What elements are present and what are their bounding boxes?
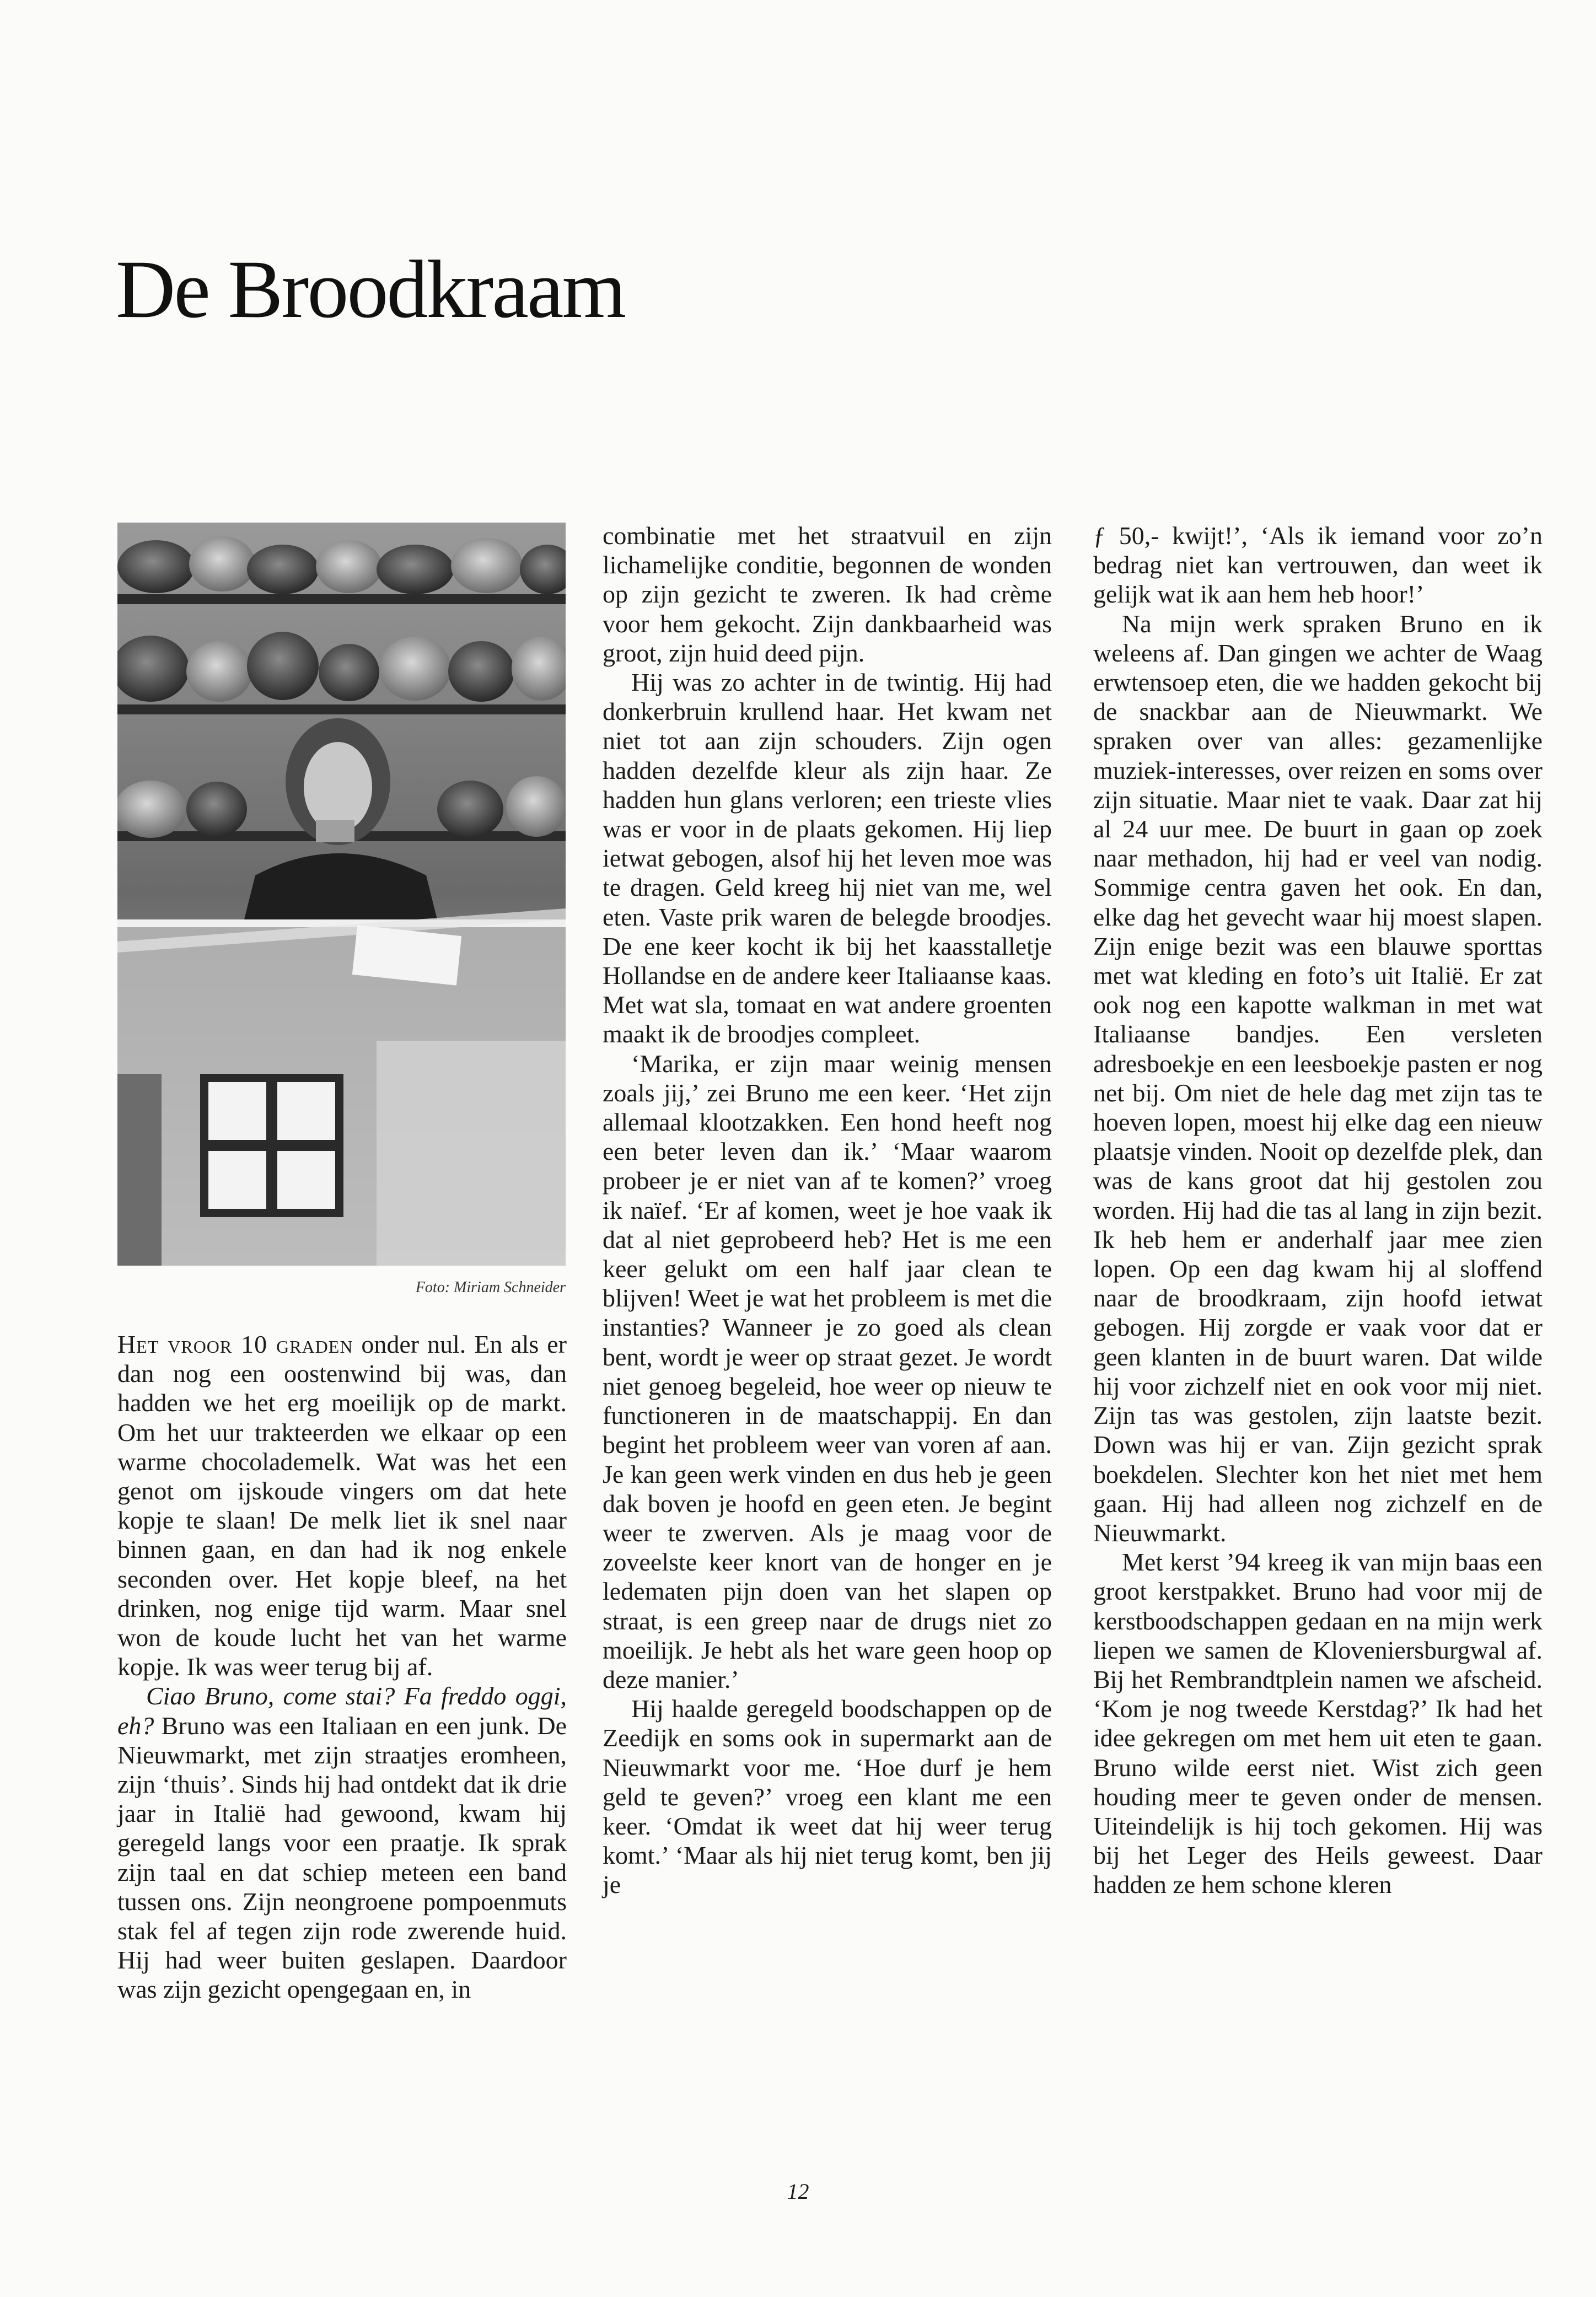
paragraph: Hij was zo achter in de twintig. Hij had donkerbruin krullend haar. Het kwam net niet tot aan zijn schouders. Zijn ogen hadden dezelfde kleur als zijn haar. Ze hadden hun glans verloren; een trieste vlies was er voor in de plaats gekomen. Hij liep ietwat gebogen, alsof hij het leven moe was te dragen. Geld kreeg hij niet van me, wel eten. Vaste prik waren de belegde broodjes. De ene keer kocht ik bij het kaasstalletje Hollandse en de andere keer Italiaanse kaas. Met wat sla, tomaat en wat andere groenten maakt ik de broodjes compleet.: [603, 668, 1052, 1048]
photo-credit: Foto: Miriam Schneider: [415, 1279, 566, 1296]
column-1: [117, 1330, 567, 2004]
column-3: [1093, 521, 1543, 1900]
paragraph: Met kerst ’94 kreeg ik van mijn baas een groot kerstpakket. Bruno had voor mij de kerstboodschappen gedaan en na mijn werk liepen we samen de Kloveniersburgwal af. Bij het Rembrandtplein namen we afscheid. ‘Kom je nog tweede Kerstdag?’ Ik had het idee gekregen om met hem uit eten te gaan. Bruno wilde eerst niet. Wist zich geen houding meer te geven onder de mensen. Uiteindelijk is hij toch gekomen. Hij was bij het Leger des Heils geweest. Daar hadden ze hem schone kleren: [1093, 1548, 1543, 1899]
lead-small-caps: Het vroor 10 graden: [117, 1330, 353, 1358]
column-2: [603, 521, 1052, 1900]
paragraph: [117, 1681, 567, 2004]
page-number: 12: [787, 2179, 809, 2204]
paragraph: Na mijn werk spraken Bruno en ik weleens af. Dan gingen we achter de Waag erwtensoep eten, die we hadden gekocht bij de snackbar aan de Nieuwmarkt. We spraken over van alles: gezamenlijke muziek-interesses, over reizen en soms over zijn situatie. Maar niet te vaak. Daar zat hij al 24 uur mee. De buurt in gaan op zoek naar methadon, hij had er veel van nodig. Sommige centra gaven het ook. En dan, elke dag het gevecht waar hij moest slapen. Zijn enige bezit was een blauwe sporttas met wat kleding en foto’s uit Italië. Er zat ook nog een kapotte walkman in met wat Italiaanse bandjes. Een versleten adresboekje en een leesboekje pasten er nog net bij. Om niet de hele dag met zijn tas te hoeven lopen, moest hij elke dag een nieuw plaatsje vinden. Nooit op dezelfde plek, dan was de kans groot dat hij gestolen zou worden. Hij had die tas al lang in zijn bezit. Ik heb hem er anderhalf jaar mee zien lopen. Op een dag kwam hij al sloffend naar de broodkraam, zijn hoofd ietwat gebogen. Hij zorgde er vaak voor dat er geen klanten in de buurt waren. Dat wilde hij voor zichzelf niet en ook voor mij niet. Zijn tas was gestolen, zijn laatste bezit. Down was hij er van. Zijn gezicht sprak boekdelen. Slechter kon het niet met hem gaan. Hij had alleen nog zichzelf en de Nieuwmarkt.: [1093, 609, 1543, 1547]
paragraph: Hij haalde geregeld boodschappen op de Zeedijk en soms ook in supermarkt aan de Nieuwmarkt voor me. ‘Hoe durf je hem geld te geven?’ vroeg een klant me een keer. ‘Omdat ik weet dat hij weer terug komt.’ ‘Maar als hij niet terug komt, ben jij je: [603, 1694, 1052, 1899]
paragraph: ƒ 50,- kwijt!’, ‘Als ik iemand voor zo’n bedrag niet kan vertrouwen, dan weet ik gelijk wat ik aan hem heb hoor!’: [1093, 521, 1543, 609]
article-title: De Broodkraam: [116, 244, 625, 335]
italian-greeting: Ciao Bruno, come stai? Fa freddo oggi, eh?: [117, 1682, 567, 1740]
bread-stall-photo: [117, 523, 566, 1266]
paragraph-text: Bruno was een Italiaan en een junk. De Nieuwmarkt, met zijn straatjes eromheen, zijn ‘thuis’. Sinds hij had ontdekt dat ik drie jaar in Italië had gewoond, kwam hij geregeld langs voor een praatje. Ik sprak zijn taal en dat schiep meteen een band tussen ons. Zijn neongroene pompoenmuts stak fel af tegen zijn rode zwerende huid. Hij had weer buiten geslapen. Daardoor was zijn gezicht opengegaan en, in: [117, 1711, 567, 2004]
opening-paragraph: [117, 1330, 567, 1681]
paragraph: combinatie met het straatvuil en zijn lichamelijke conditie, begonnen de wonden op zijn gezicht te zweren. Ik had crème voor hem gekocht. Zijn dankbaarheid was groot, zijn huid deed pijn.: [603, 521, 1052, 667]
paragraph: ‘Marika, er zijn maar weinig mensen zoals jij,’ zei Bruno me een keer. ‘Het zijn allemaal klootzakken. Een hond heeft nog een beter leven dan ik.’ ‘Maar waarom probeer je er niet van af te komen?’ vroeg ik naïef. ‘Er af komen, weet je hoe vaak ik dat al niet geprobeerd heb? Het is me een keer gelukt om een half jaar clean te blijven! Weet je wat het probleem is met die instanties? Wanneer je zo goed als clean bent, wordt je weer op straat gezet. Je wordt niet genoeg begeleid, hoe weer op nieuw te functioneren in de maatschappij. En dan begint het probleem weer van voren af aan. Je kan geen werk vinden en dus heb je geen dak boven je hoofd en geen eten. Je begint weer te zwerven. Als je maag voor de zoveelste keer knort van de honger en je ledematen pijn doen van het slapen op straat, is een greep naar de drugs niet zo moeilijk. Je hebt als het ware geen hoop op deze manier.’: [603, 1049, 1052, 1693]
opening-text: onder nul. En als er dan nog een oostenwind bij was, dan hadden we het erg moeilijk op de markt. Om het uur trakteerden we elkaar op een warme chocolademelk. Wat was het een genot om ijskoude vingers om dat hete kopje te slaan! De melk liet ik snel naar binnen gaan, en dan had ik nog enkele seconden over. Het kopje bleef, na het drinken, nog enige tijd warm. Maar snel won de koude lucht het van het warme kopje. Ik was weer terug bij af.: [117, 1330, 567, 1681]
